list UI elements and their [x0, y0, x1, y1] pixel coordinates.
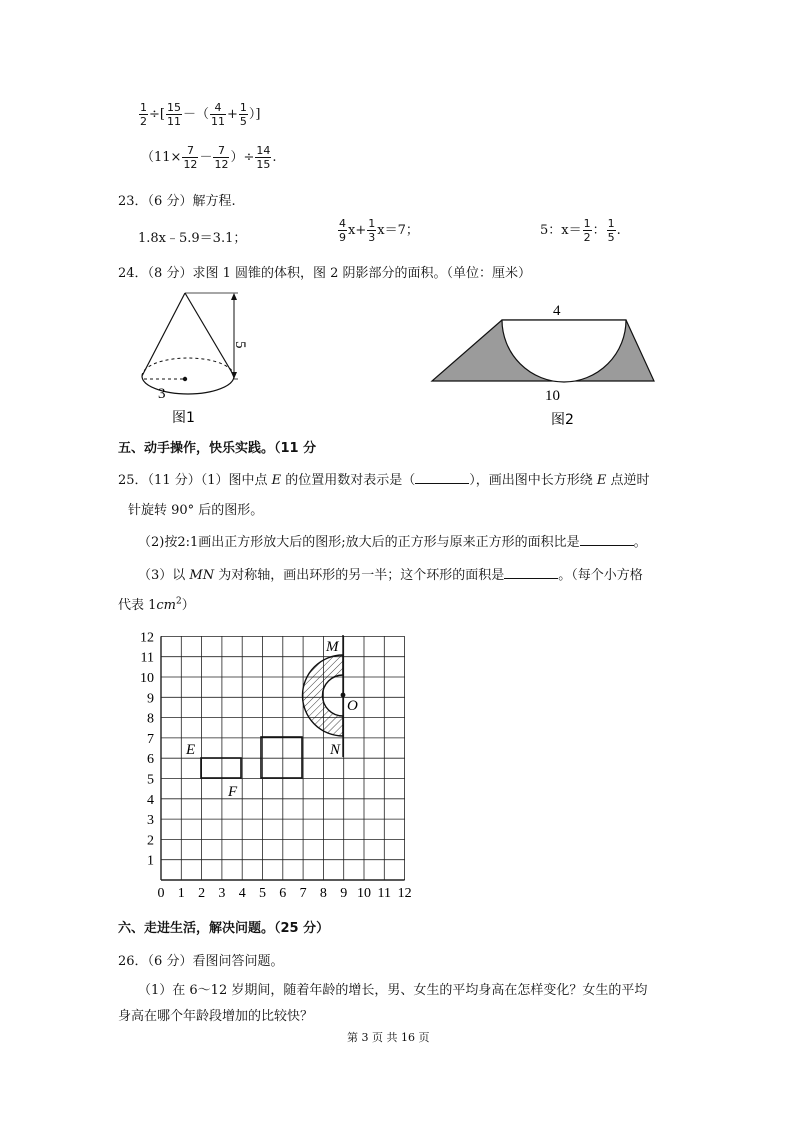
x-tick-label: 8	[319, 886, 327, 901]
x-tick-label: 6	[279, 886, 287, 901]
answer-blank[interactable]	[415, 471, 469, 484]
y-tick-label: 1	[147, 853, 154, 869]
fraction: $\frac{7}{12}$	[214, 144, 229, 171]
square	[261, 737, 302, 778]
section-6-title: 六、走进生活，解决问题。（25 分）	[118, 921, 330, 936]
y-tick-label: 2	[147, 833, 154, 849]
fraction: $\frac{1}{5}$	[239, 101, 247, 128]
question-25-line-2: 针旋转 90° 后的图形。	[128, 503, 264, 518]
equation-1: 1.8x﹣5.9＝3.1；	[138, 231, 247, 246]
x-tick-label: 11	[377, 886, 392, 901]
section-5-title: 五、动手操作，快乐实践。（11 分	[118, 441, 317, 456]
y-tick-label: 6	[147, 752, 154, 768]
page-footer: 第 3 页 共 16 页	[347, 1031, 430, 1044]
y-tick-label: 7	[147, 731, 154, 747]
point-label-e: E	[186, 742, 196, 758]
question-23-label: 23．（6 分）解方程.	[118, 194, 236, 209]
expression-2: （11× $\frac{7}{12}$ － $\frac{7}{12}$ ）÷ $\frac{14}{15}$ .	[141, 144, 277, 171]
y-tick-label: 3	[147, 813, 154, 829]
x-tick-label: 2	[198, 886, 206, 901]
y-tick-label: 12	[140, 630, 154, 646]
half-annulus	[303, 655, 344, 736]
x-tick-label: 3	[218, 886, 226, 901]
x-tick-label: 0	[157, 886, 165, 901]
figure-1-cone	[130, 285, 260, 427]
question-25-line-1: 25．（11 分）（1）图中点 E 的位置用数对表示是（ ），画出图中长方形绕 E 点逆时	[118, 473, 650, 488]
cone-height-label: 5	[232, 341, 248, 349]
y-tick-label: 11	[140, 650, 154, 666]
y-tick-label: 5	[147, 772, 154, 788]
y-tick-label: 10	[140, 671, 154, 686]
coordinate-grid	[118, 624, 418, 904]
fraction: $\frac{4}{9}$	[339, 217, 346, 244]
fraction: $\frac{1}{5}$	[607, 217, 615, 244]
x-tick-label: 10	[357, 886, 371, 901]
question-26-part-1-line-2: 身高在哪个年龄段增加的比较快？	[118, 1009, 314, 1024]
cone-radius-label: 3	[158, 386, 166, 402]
x-tick-label: 5	[259, 886, 266, 901]
question-24-label: 24．（8 分）求图 1 圆锥的体积，图 2 阴影部分的面积。（单位：厘米）	[118, 266, 532, 281]
expression-1: $\frac{1}{2}$ ÷[ $\frac{15}{11}$ －（ $\frac{4}{11}$ + $\frac{1}{5}$ ）]	[140, 101, 261, 128]
y-tick-label: 9	[147, 691, 154, 707]
point-label-m: M	[326, 639, 339, 655]
fraction: $\frac{1}{2}$	[583, 217, 591, 244]
rectangle-ef	[201, 758, 241, 778]
equation-3: 5：x＝ $\frac{1}{2}$ ： $\frac{1}{5}$ .	[540, 217, 621, 244]
fraction: $\frac{7}{12}$	[183, 144, 198, 171]
question-25-part-3-line-1: （3）以 MN 为对称轴，画出环形的另一半；这个环形的面积是 。（每个小方格	[138, 568, 643, 583]
point-label-n: N	[330, 742, 341, 758]
point-label-o: O	[347, 698, 358, 714]
y-axis-labels	[140, 630, 154, 868]
y-tick-label: 8	[147, 711, 154, 727]
x-tick-label: 9	[340, 886, 348, 901]
x-tick-label: 12	[397, 886, 412, 901]
figure-2-trapezoid	[428, 298, 660, 428]
fraction: $\frac{4}{11}$	[210, 101, 225, 128]
x-tick-label: 7	[299, 886, 307, 901]
answer-blank[interactable]	[580, 533, 634, 546]
fraction: $\frac{1}{3}$	[368, 217, 376, 244]
grid-lines	[161, 636, 405, 880]
x-tick-label: 4	[238, 886, 246, 901]
fraction: $\frac{15}{11}$	[166, 101, 181, 128]
point-label-f: F	[228, 784, 238, 800]
center-point-o	[341, 693, 346, 698]
trapezoid-bottom-label: 10	[545, 388, 560, 404]
fraction: $\frac{1}{2}$	[140, 101, 147, 128]
answer-blank[interactable]	[504, 566, 558, 579]
fraction: $\frac{14}{15}$	[256, 144, 271, 171]
x-tick-label: 1	[177, 886, 185, 901]
question-25-part-3-line-2: 代表 $1cm^2$）	[118, 596, 195, 613]
question-26-part-1-line-1: （1）在 6～12 岁期间，随着年龄的增长，男、女生的平均身高在怎样变化？女生的平均	[138, 983, 648, 998]
figure-1-caption: 图1	[172, 410, 195, 426]
equation-2: $\frac{4}{9}$ x+ $\frac{1}{3}$ x＝7；	[339, 217, 419, 244]
x-axis-labels	[158, 886, 412, 901]
question-26-label: 26．（6 分）看图问答问题。	[118, 954, 284, 969]
question-25-part-2: （2)按2:1画出正方形放大后的图形;放大后的正方形与原来正方形的面积比是 。	[138, 535, 647, 550]
y-tick-label: 4	[147, 792, 154, 808]
trapezoid-top-label: 4	[553, 303, 561, 319]
figure-2-caption: 图2	[551, 412, 574, 428]
